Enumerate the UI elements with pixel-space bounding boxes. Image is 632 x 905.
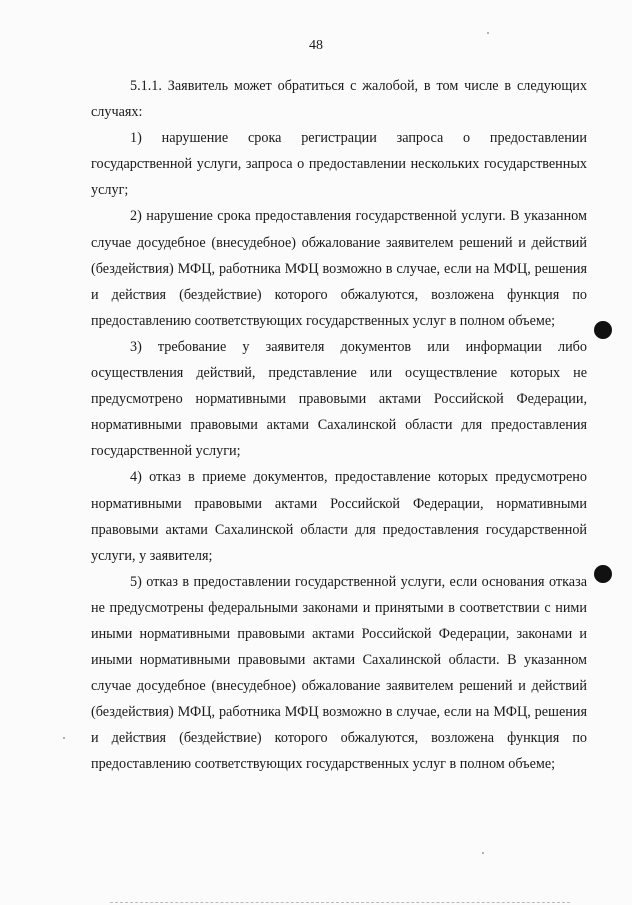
punch-hole-bottom: [594, 565, 612, 583]
list-item-3: 3) требование у заявителя документов или информации либо осуществления действий, представление или осуществление которых не предусмотрено нормативными правовыми актами Российской Федерации, нормативными правовыми актами Сахалинской области для предоставления государственной услуги;: [91, 338, 587, 460]
scan-speck: [482, 852, 484, 854]
scan-speck: [487, 32, 489, 34]
list-item-5: 5) отказ в предоставлении государственной услуги, если основания отказа не предусмотрены федеральными законами и принятыми в соответствии с ними иными нормативными правовыми актами Российской Федерации, законами и иными нормативными правовыми актами Сахалинской области. В указанном случае досудебное (внесудебное) обжалование заявителем решений и действий (бездействия) МФЦ, работника МФЦ возможно в случае, если на МФЦ, решения и действия (бездействие) которого обжалуются, возложена функция по предоставлению соответствующих государственных услуг в полном объеме;: [91, 573, 587, 773]
document-body: [91, 73, 587, 778]
page-number: 48: [309, 38, 323, 53]
scan-speck: [63, 737, 65, 739]
scan-edge-line: [110, 902, 570, 903]
list-item-1: 1) нарушение срока регистрации запроса о предоставлении государственной услуги, запроса о предоставлении нескольких государственных услуг;: [91, 130, 587, 199]
list-item-4: 4) отказ в приеме документов, предоставление которых предусмотрено нормативными правовыми актами Российской Федерации, нормативными правовыми актами Сахалинской области для предоставления государственной услуги, у заявителя;: [91, 469, 587, 564]
paragraph-5-1-1: 5.1.1. Заявитель может обратиться с жалобой, в том числе в следующих случаях:: [91, 78, 587, 121]
punch-hole-top: [594, 321, 612, 339]
list-item-2: 2) нарушение срока предоставления государственной услуги. В указанном случае досудебное (внесудебное) обжалование заявителем решений и действий (бездействия) МФЦ, работника МФЦ возможно в случае, если на МФЦ, решения и действия (бездействие) которого обжалуются, возложена функция по предоставлению соответствующих государственных услуг в полном объеме;: [91, 208, 587, 329]
